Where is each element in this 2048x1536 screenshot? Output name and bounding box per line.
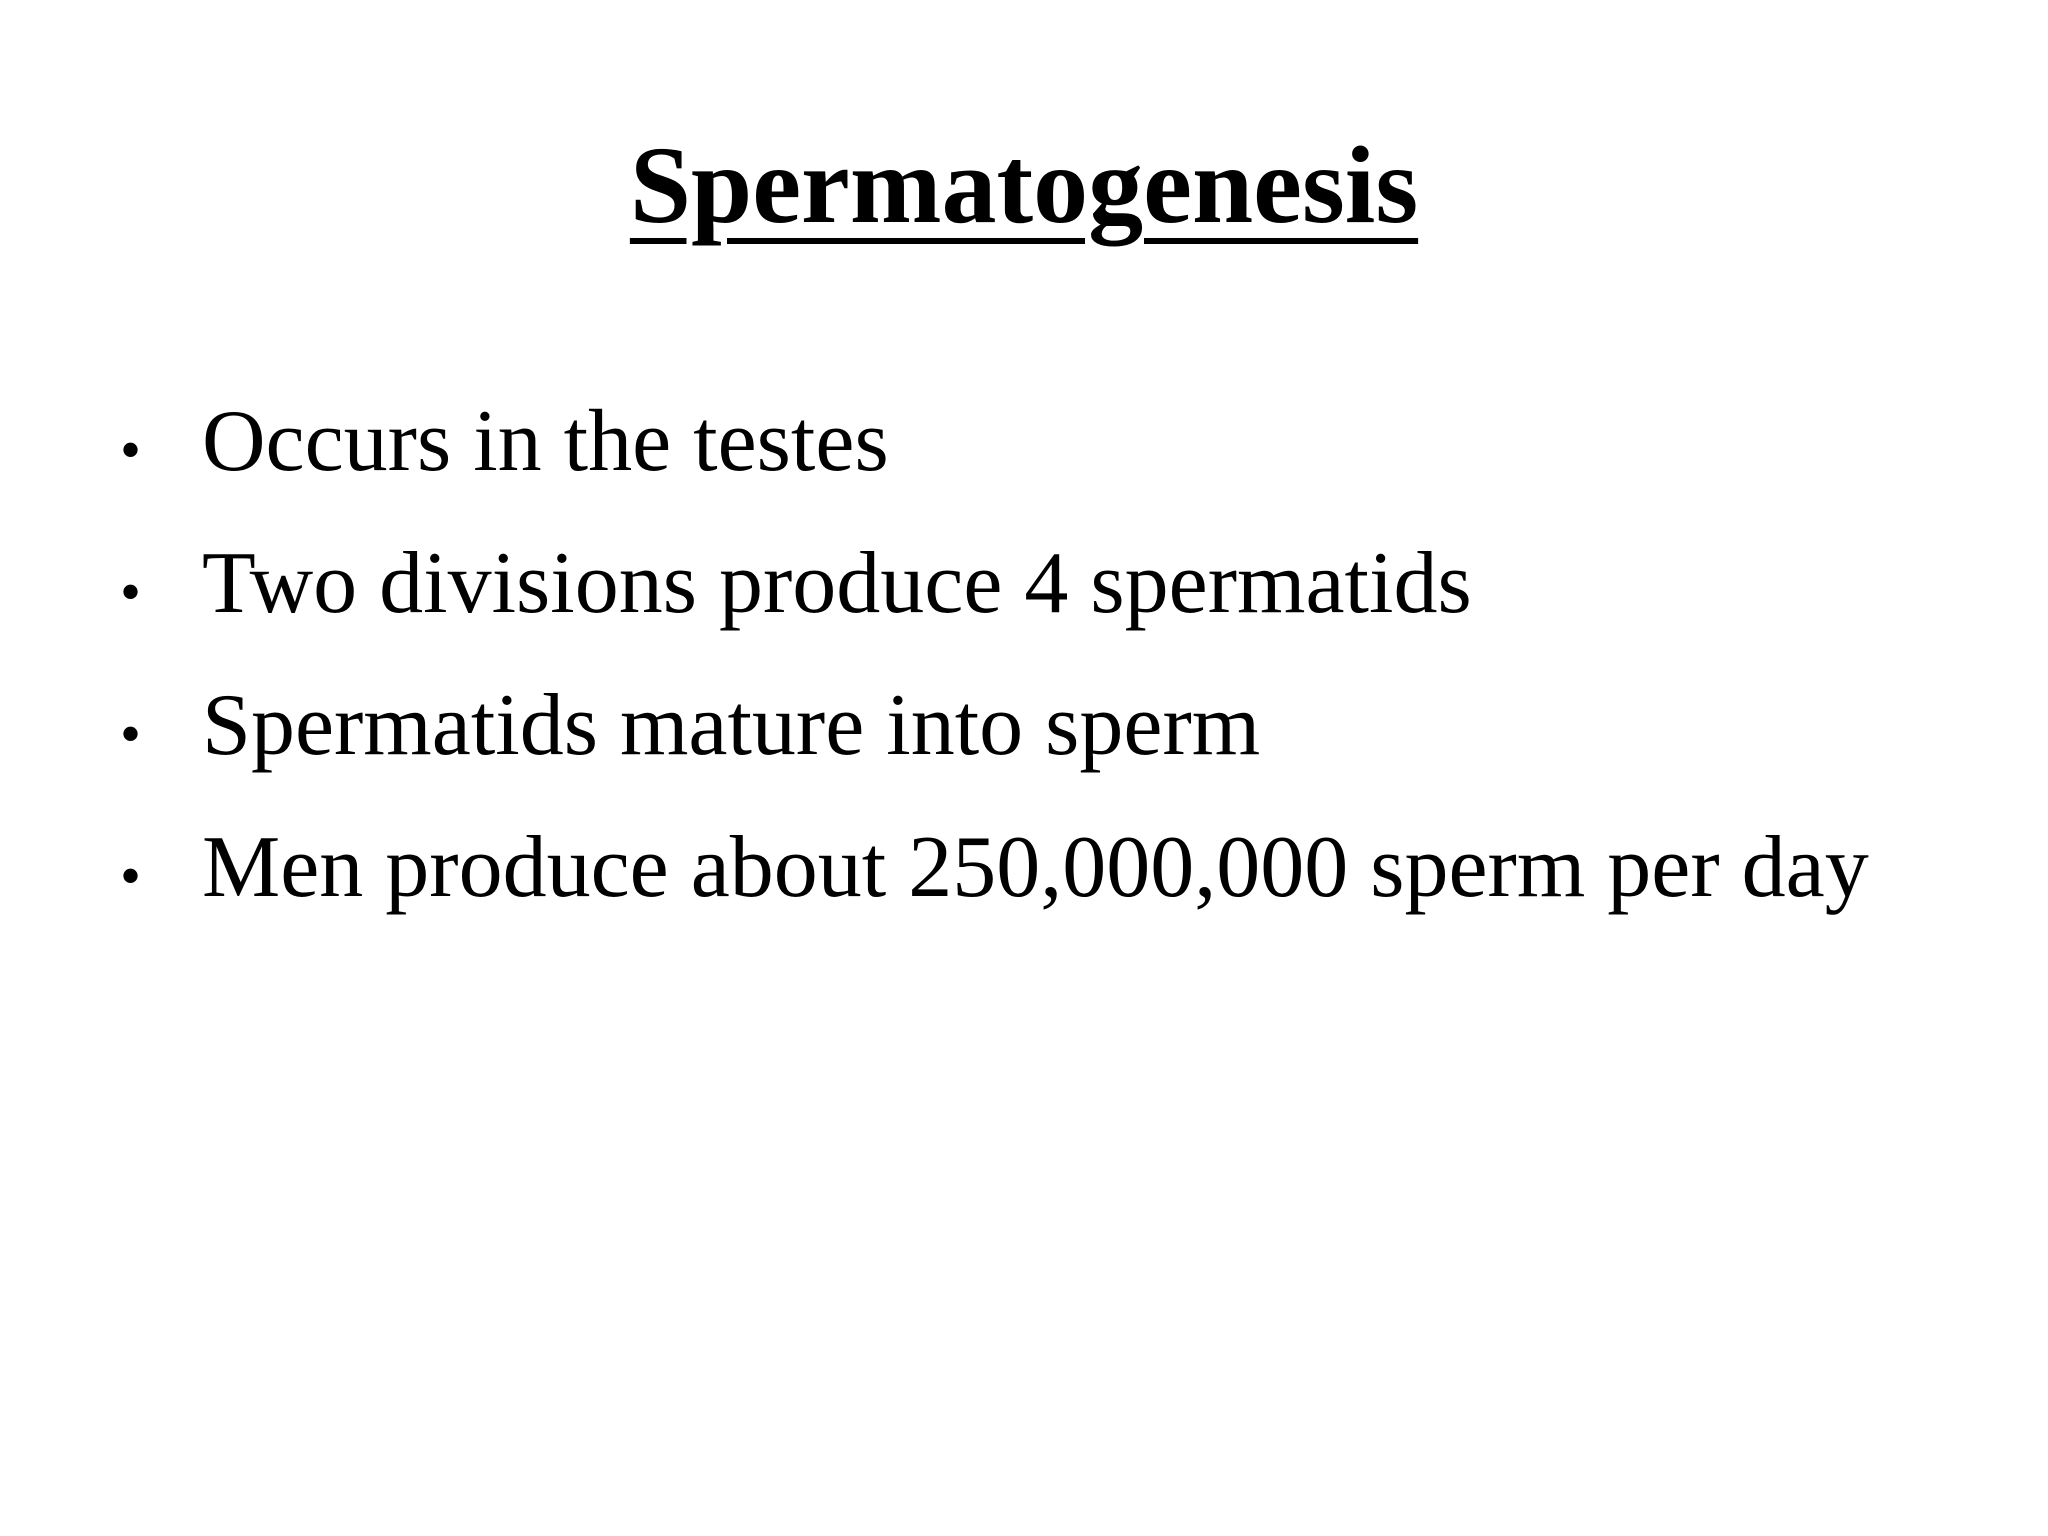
bullet-text: Two divisions produce 4 spermatids xyxy=(202,535,1472,632)
bullet-item xyxy=(120,517,2000,659)
bullet-icon: • xyxy=(120,701,142,767)
slide-title: Spermatogenesis xyxy=(629,124,1419,246)
bullet-icon: • xyxy=(120,843,142,909)
bullet-icon: • xyxy=(120,417,142,483)
bullet-text: Men produce about 250,000,000 sperm per day xyxy=(202,819,1869,916)
bullet-icon: • xyxy=(120,559,142,625)
bullet-item xyxy=(120,801,2000,943)
bullet-list xyxy=(120,375,2000,943)
bullet-item xyxy=(120,375,2000,517)
bullet-item xyxy=(120,659,2000,801)
bullet-text: Occurs in the testes xyxy=(202,393,889,490)
bullet-text: Spermatids mature into sperm xyxy=(202,677,1261,774)
